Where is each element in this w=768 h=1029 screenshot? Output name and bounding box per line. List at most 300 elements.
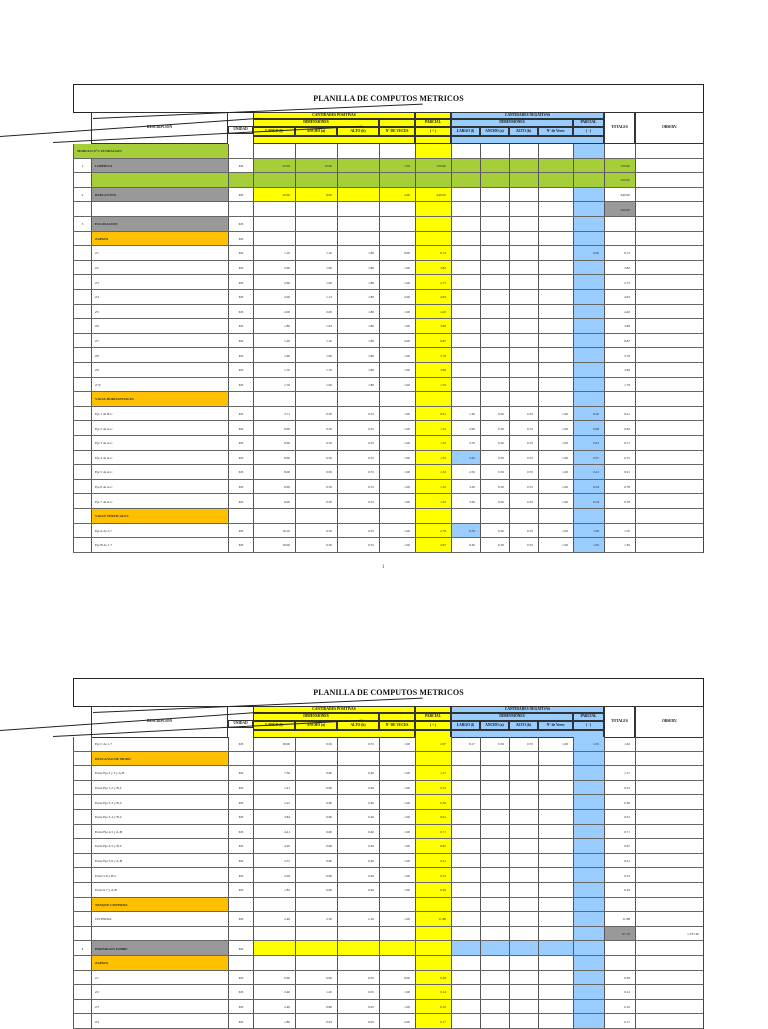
cell-pneg: 1.65 bbox=[573, 538, 604, 553]
cell-aneg bbox=[480, 378, 509, 393]
cell-obs bbox=[635, 752, 704, 767]
cell-obs bbox=[635, 363, 704, 378]
cell-veces bbox=[379, 144, 415, 159]
cell-veces: 1.00 bbox=[379, 781, 415, 796]
cell-veces: 1.00 bbox=[379, 912, 415, 927]
cell-parcial bbox=[415, 509, 451, 524]
header-parcial-sign: ( + ) bbox=[415, 721, 451, 730]
cell-largo: 1.40 bbox=[253, 334, 295, 349]
cell-hneg: 0.55 bbox=[509, 421, 538, 436]
cell-hneg bbox=[509, 898, 538, 913]
cell-desc: Entre Eje 4-5 y A-B bbox=[91, 825, 228, 840]
cell-parcial: 2.97 bbox=[415, 538, 451, 553]
cell-hneg bbox=[509, 232, 538, 247]
cell-total: 0.71 bbox=[604, 436, 635, 451]
cell-ancho: 1.00 bbox=[295, 275, 337, 290]
sheet-title: PLANILLA DE COMPUTOS METRICOS bbox=[313, 94, 464, 103]
cell-desc: Entre 5-6 y B-C bbox=[91, 868, 228, 883]
cell-alto bbox=[337, 202, 379, 217]
cell-obs bbox=[635, 202, 704, 217]
cell-parcial: 11.88 bbox=[415, 912, 451, 927]
cell-lneg bbox=[451, 752, 480, 767]
cell-obs bbox=[635, 305, 704, 320]
cell-lneg bbox=[451, 188, 480, 203]
table-row bbox=[73, 261, 704, 276]
cell-aneg: 0.30 bbox=[480, 524, 509, 539]
cell-ancho bbox=[295, 898, 337, 913]
cell-hneg bbox=[509, 1014, 538, 1029]
cell-lneg bbox=[451, 217, 480, 232]
cell-pneg bbox=[573, 912, 604, 927]
cell-unit: M3 bbox=[228, 941, 253, 956]
cell-vneg: 1.00 bbox=[538, 451, 573, 466]
cell-desc bbox=[91, 173, 228, 188]
cell-hneg bbox=[509, 941, 538, 956]
cell-ancho bbox=[295, 509, 337, 524]
cell-hneg bbox=[509, 159, 538, 174]
cell-obs bbox=[635, 480, 704, 495]
cell-total: 6.73 bbox=[604, 246, 635, 261]
cell-vneg: 1.00 bbox=[538, 480, 573, 495]
cell-obs bbox=[635, 275, 704, 290]
cell-parcial: 6.73 bbox=[415, 246, 451, 261]
cell-veces: 1.00 bbox=[379, 825, 415, 840]
table-row bbox=[73, 737, 704, 752]
cell-parcial: 0.41 bbox=[415, 854, 451, 869]
sheet-page-1 bbox=[73, 84, 704, 548]
header-nveces-neg: N° de Veces bbox=[538, 721, 573, 730]
cell-veces: 1.00 bbox=[379, 494, 415, 509]
cell-parcial bbox=[415, 232, 451, 247]
cell-parcial: 6.87 bbox=[415, 334, 451, 349]
cell-lneg bbox=[451, 159, 480, 174]
cell-aneg: 0.30 bbox=[480, 480, 509, 495]
cell-aneg bbox=[480, 509, 509, 524]
cell-aneg bbox=[480, 941, 509, 956]
cell-pneg bbox=[573, 854, 604, 869]
cell-vneg: 1.00 bbox=[538, 494, 573, 509]
cell-total: 0.29 bbox=[604, 883, 635, 898]
cell-aneg bbox=[480, 927, 509, 942]
header-ancho-neg: ANCHO (a) bbox=[480, 721, 509, 730]
cell-pneg bbox=[573, 941, 604, 956]
cell-hneg bbox=[509, 509, 538, 524]
cell-aneg: 0.30 bbox=[480, 737, 509, 752]
cell-alto: 0.40 bbox=[337, 781, 379, 796]
cell-parcial: 3.82 bbox=[415, 261, 451, 276]
cell-hneg bbox=[509, 348, 538, 363]
cell-largo bbox=[253, 173, 295, 188]
cell-desc: Z9 bbox=[91, 363, 228, 378]
cell-num bbox=[73, 752, 91, 767]
cell-veces: 1.00 bbox=[379, 839, 415, 854]
cell-parcial: 1.32 bbox=[415, 494, 451, 509]
table-row bbox=[73, 319, 704, 334]
table-row bbox=[73, 407, 704, 422]
cell-unit: M3 bbox=[228, 480, 253, 495]
cell-lneg: 3.70 bbox=[451, 436, 480, 451]
cell-largo: 3.71 bbox=[253, 407, 295, 422]
cell-veces: 1.00 bbox=[379, 854, 415, 869]
cell-unit: M3 bbox=[228, 839, 253, 854]
cell-obs bbox=[635, 898, 704, 913]
header-nveces-neg: N° de Veces bbox=[538, 127, 573, 136]
cell-vneg bbox=[538, 766, 573, 781]
cell-desc: Entre Eje 2 y 3 y A-B bbox=[91, 766, 228, 781]
cell-alto bbox=[337, 159, 379, 174]
header-positivas: CANTIDADES POSITIVAS bbox=[253, 706, 415, 713]
cell-aneg: 0.30 bbox=[480, 465, 509, 480]
cell-parcial: 0.28 bbox=[415, 971, 451, 986]
table-row bbox=[73, 436, 704, 451]
cell-unit bbox=[228, 144, 253, 159]
cell-veces: 1.00 bbox=[379, 480, 415, 495]
cell-hneg bbox=[509, 334, 538, 349]
table-row bbox=[73, 232, 704, 247]
cell-aneg bbox=[480, 795, 509, 810]
cell-total: 220.00 bbox=[604, 173, 635, 188]
cell-veces: 1.00 bbox=[379, 868, 415, 883]
cell-parcial: 3.69 bbox=[415, 363, 451, 378]
cell-desc: Z3 bbox=[91, 275, 228, 290]
cell-num bbox=[73, 1000, 91, 1015]
cell-parcial bbox=[415, 217, 451, 232]
table-row bbox=[73, 956, 704, 971]
cell-largo: 2.57 bbox=[253, 854, 295, 869]
cell-unit: M2 bbox=[228, 159, 253, 174]
cell-vneg bbox=[538, 898, 573, 913]
cell-obs bbox=[635, 348, 704, 363]
cell-largo: 8.00 bbox=[253, 421, 295, 436]
cell-obs bbox=[635, 319, 704, 334]
cell-num bbox=[73, 246, 91, 261]
cell-obs bbox=[635, 407, 704, 422]
cell-largo: 20.00 bbox=[253, 188, 295, 203]
cell-largo: 1.70 bbox=[253, 378, 295, 393]
cell-num bbox=[73, 275, 91, 290]
cell-lneg bbox=[451, 766, 480, 781]
header-dimensiones: DIMENSIONES bbox=[253, 713, 379, 721]
cell-total bbox=[604, 232, 635, 247]
cell-largo: 1.70 bbox=[253, 363, 295, 378]
cell-unit: M3 bbox=[228, 421, 253, 436]
header-nveces: N° DE VECES bbox=[379, 721, 415, 730]
cell-lneg bbox=[451, 261, 480, 276]
cell-vneg bbox=[538, 868, 573, 883]
cell-alto: 0.55 bbox=[337, 480, 379, 495]
cell-obs bbox=[635, 188, 704, 203]
cell-parcial: 2.78 bbox=[415, 524, 451, 539]
cell-pneg bbox=[573, 363, 604, 378]
cell-vneg bbox=[538, 509, 573, 524]
cell-hneg: 0.55 bbox=[509, 436, 538, 451]
cell-total: 11.88 bbox=[604, 912, 635, 927]
table-right-border bbox=[703, 737, 704, 1029]
cell-alto: 1.80 bbox=[337, 261, 379, 276]
table-right-border bbox=[703, 144, 704, 553]
cell-total: 640.00 bbox=[604, 202, 635, 217]
cell-unit: M3 bbox=[228, 737, 253, 752]
table-row bbox=[73, 494, 704, 509]
cell-hneg bbox=[509, 839, 538, 854]
cell-unit bbox=[228, 173, 253, 188]
cell-parcial bbox=[415, 392, 451, 407]
header-largo: LARGO (l) bbox=[253, 721, 295, 730]
cell-pneg bbox=[573, 839, 604, 854]
cell-unit: M2 bbox=[228, 188, 253, 203]
cell-largo: 1.41 bbox=[253, 781, 295, 796]
table-row bbox=[73, 825, 704, 840]
table-row bbox=[73, 1014, 704, 1029]
cell-num bbox=[73, 451, 91, 466]
cell-pneg bbox=[573, 290, 604, 305]
cell-ancho bbox=[295, 956, 337, 971]
header-parcial-neg: PARCIAL bbox=[573, 713, 604, 721]
cell-unit: M3 bbox=[228, 217, 253, 232]
cell-ancho: 0.50 bbox=[295, 737, 337, 752]
cell-num: 4 bbox=[73, 941, 91, 956]
cell-total: 0.36 bbox=[604, 795, 635, 810]
cell-pneg bbox=[573, 1000, 604, 1015]
cell-vneg bbox=[538, 188, 573, 203]
cell-unit bbox=[228, 898, 253, 913]
cell-pneg: 0.54 bbox=[573, 480, 604, 495]
cell-obs bbox=[635, 261, 704, 276]
cell-lneg bbox=[451, 941, 480, 956]
cell-hneg bbox=[509, 188, 538, 203]
table-row bbox=[73, 159, 704, 174]
cell-hneg bbox=[509, 217, 538, 232]
cell-aneg bbox=[480, 334, 509, 349]
cell-largo: 2.40 bbox=[253, 985, 295, 1000]
cell-desc: Z2 bbox=[91, 985, 228, 1000]
cell-aneg: 0.30 bbox=[480, 436, 509, 451]
cell-desc: Entre Eje 2-3 y B-C bbox=[91, 795, 228, 810]
cell-pneg bbox=[573, 956, 604, 971]
table-row bbox=[73, 421, 704, 436]
cell-desc: Entre Eje 3-4 y B-C bbox=[91, 810, 228, 825]
cell-total: 0.14 bbox=[604, 985, 635, 1000]
cell-veces: 1.00 bbox=[379, 407, 415, 422]
cell-total bbox=[604, 217, 635, 232]
cell-parcial: 4.20 bbox=[415, 305, 451, 320]
cell-largo bbox=[253, 898, 295, 913]
cell-parcial: 0.67 bbox=[415, 839, 451, 854]
cell-unit: M3 bbox=[228, 1014, 253, 1029]
cell-ancho bbox=[295, 232, 337, 247]
cell-parcial bbox=[415, 752, 451, 767]
cell-pneg bbox=[573, 985, 604, 1000]
cell-aneg bbox=[480, 766, 509, 781]
cell-lneg bbox=[451, 927, 480, 942]
cell-alto bbox=[337, 217, 379, 232]
cell-vneg bbox=[538, 261, 573, 276]
table-row bbox=[73, 392, 704, 407]
cell-desc: CISTERNA bbox=[91, 912, 228, 927]
cell-vneg bbox=[538, 319, 573, 334]
cell-total: 0.91 bbox=[604, 465, 635, 480]
cell-hneg bbox=[509, 378, 538, 393]
cell-pneg bbox=[573, 810, 604, 825]
table-row bbox=[73, 524, 704, 539]
cell-obs bbox=[635, 173, 704, 188]
cell-veces: 1.00 bbox=[379, 795, 415, 810]
cell-ancho: 0.80 bbox=[295, 1000, 337, 1015]
cell-vneg: 1.00 bbox=[538, 737, 573, 752]
cell-unit: M3 bbox=[228, 261, 253, 276]
cell-unit: M3 bbox=[228, 912, 253, 927]
cell-unit: M3 bbox=[228, 246, 253, 261]
cell-desc: VIGAS VERTICALES bbox=[91, 509, 228, 524]
cell-total: 1.17 bbox=[604, 766, 635, 781]
cell-vneg bbox=[538, 217, 573, 232]
cell-alto bbox=[337, 927, 379, 942]
cell-vneg bbox=[538, 854, 573, 869]
cell-obs bbox=[635, 451, 704, 466]
cell-ancho: 1.00 bbox=[295, 261, 337, 276]
cell-unit: M3 bbox=[228, 275, 253, 290]
cell-alto: 0.55 bbox=[337, 407, 379, 422]
table-header bbox=[73, 112, 704, 144]
cell-vneg: 1.00 bbox=[538, 524, 573, 539]
cell-num bbox=[73, 810, 91, 825]
cell-num bbox=[73, 766, 91, 781]
cell-ancho bbox=[295, 202, 337, 217]
cell-total bbox=[604, 392, 635, 407]
cell-num bbox=[73, 971, 91, 986]
cell-ancho: 1.00 bbox=[295, 378, 337, 393]
cell-veces: 1.00 bbox=[379, 1000, 415, 1015]
cell-lneg: 2.50 bbox=[451, 465, 480, 480]
cell-veces bbox=[379, 202, 415, 217]
sheet-page-2 bbox=[73, 678, 704, 1024]
header-ancho: ANCHO (a) bbox=[295, 721, 337, 730]
cell-desc: Z10 bbox=[91, 378, 228, 393]
cell-lneg bbox=[451, 1000, 480, 1015]
cell-vneg bbox=[538, 275, 573, 290]
header-parcial-sign: ( + ) bbox=[415, 127, 451, 136]
cell-unit: M3 bbox=[228, 524, 253, 539]
cell-veces: 1.00 bbox=[379, 348, 415, 363]
cell-hneg: 0.55 bbox=[509, 538, 538, 553]
cell-desc: LIMPIEZA bbox=[91, 159, 228, 174]
cell-largo: 4.20 bbox=[253, 839, 295, 854]
cell-parcial bbox=[415, 173, 451, 188]
cell-parcial: 0.17 bbox=[415, 1014, 451, 1029]
header-totales: TOTALES bbox=[604, 112, 635, 144]
cell-largo bbox=[253, 752, 295, 767]
cell-largo: 4.41 bbox=[253, 825, 295, 840]
header-pos-blank bbox=[379, 713, 415, 721]
cell-parcial: 2.97 bbox=[415, 737, 451, 752]
cell-pneg bbox=[573, 378, 604, 393]
cell-parcial: 3.79 bbox=[415, 348, 451, 363]
cell-pneg bbox=[573, 883, 604, 898]
cell-desc: Z6 bbox=[91, 319, 228, 334]
cell-hneg bbox=[509, 766, 538, 781]
header-descripcion: DESCRIPCION bbox=[91, 706, 228, 738]
cell-desc: Z5 bbox=[91, 305, 228, 320]
cell-total: 0.41 bbox=[604, 854, 635, 869]
cell-alto: 0.55 bbox=[337, 465, 379, 480]
cell-lneg bbox=[451, 173, 480, 188]
cell-veces bbox=[379, 927, 415, 942]
cell-desc: Eje 2 de A-C bbox=[91, 421, 228, 436]
cell-largo: 1.80 bbox=[253, 319, 295, 334]
cell-total: 0.10 bbox=[604, 1000, 635, 1015]
cell-lneg: 8.17 bbox=[451, 737, 480, 752]
cell-veces: 9.00 bbox=[379, 971, 415, 986]
cell-desc: Eje A de 2-7 bbox=[91, 524, 228, 539]
cell-alto: 0.05 bbox=[337, 1000, 379, 1015]
cell-total: 1.36 bbox=[604, 538, 635, 553]
cell-num: 2 bbox=[73, 188, 91, 203]
cell-lneg bbox=[451, 810, 480, 825]
cell-obs bbox=[635, 883, 704, 898]
cell-lneg bbox=[451, 202, 480, 217]
cell-vneg bbox=[538, 305, 573, 320]
cell-hneg: 0.55 bbox=[509, 407, 538, 422]
cell-obs: 1,537.40 bbox=[635, 927, 704, 942]
cell-pneg bbox=[573, 261, 604, 276]
cell-pneg bbox=[573, 232, 604, 247]
cell-obs bbox=[635, 465, 704, 480]
cell-obs bbox=[635, 159, 704, 174]
cell-unit: M3 bbox=[228, 985, 253, 1000]
cell-obs bbox=[635, 246, 704, 261]
cell-desc: Eje B de 1-7 bbox=[91, 538, 228, 553]
cell-alto bbox=[337, 752, 379, 767]
cell-num bbox=[73, 305, 91, 320]
cell-aneg bbox=[480, 348, 509, 363]
cell-hneg bbox=[509, 1000, 538, 1015]
cell-unit bbox=[228, 927, 253, 942]
cell-total: 640.00 bbox=[604, 188, 635, 203]
cell-pneg bbox=[573, 1014, 604, 1029]
cell-largo: 2.46 bbox=[253, 912, 295, 927]
table-row bbox=[73, 781, 704, 796]
header-descripcion: DESCRIPCION bbox=[91, 112, 228, 144]
cell-vneg bbox=[538, 1014, 573, 1029]
cell-veces: 9.00 bbox=[379, 246, 415, 261]
cell-desc: ZAPATA bbox=[91, 956, 228, 971]
cell-parcial: 640.00 bbox=[415, 188, 451, 203]
cell-ancho: 0.50 bbox=[295, 524, 337, 539]
cell-unit bbox=[228, 956, 253, 971]
cell-obs bbox=[635, 795, 704, 810]
cell-aneg bbox=[480, 1014, 509, 1029]
cell-unit: M3 bbox=[228, 494, 253, 509]
header-largo-neg: LARGO (l) bbox=[451, 721, 480, 730]
cell-num bbox=[73, 737, 91, 752]
header-ancho: ANCHO (a) bbox=[295, 127, 337, 136]
table-row bbox=[73, 465, 704, 480]
cell-obs bbox=[635, 334, 704, 349]
cell-alto: 1.80 bbox=[337, 305, 379, 320]
cell-desc: Entre 6-7 y A-B bbox=[91, 883, 228, 898]
cell-pneg bbox=[573, 766, 604, 781]
cell-largo: 3.84 bbox=[253, 810, 295, 825]
table-row bbox=[73, 246, 704, 261]
cell-ancho: 0.60 bbox=[295, 781, 337, 796]
cell-vneg bbox=[538, 927, 573, 942]
cell-ancho bbox=[295, 173, 337, 188]
cell-lneg bbox=[451, 781, 480, 796]
cell-alto: 0.40 bbox=[337, 839, 379, 854]
cell-hneg: 0.55 bbox=[509, 465, 538, 480]
cell-obs bbox=[635, 524, 704, 539]
cell-parcial: 0.10 bbox=[415, 1000, 451, 1015]
